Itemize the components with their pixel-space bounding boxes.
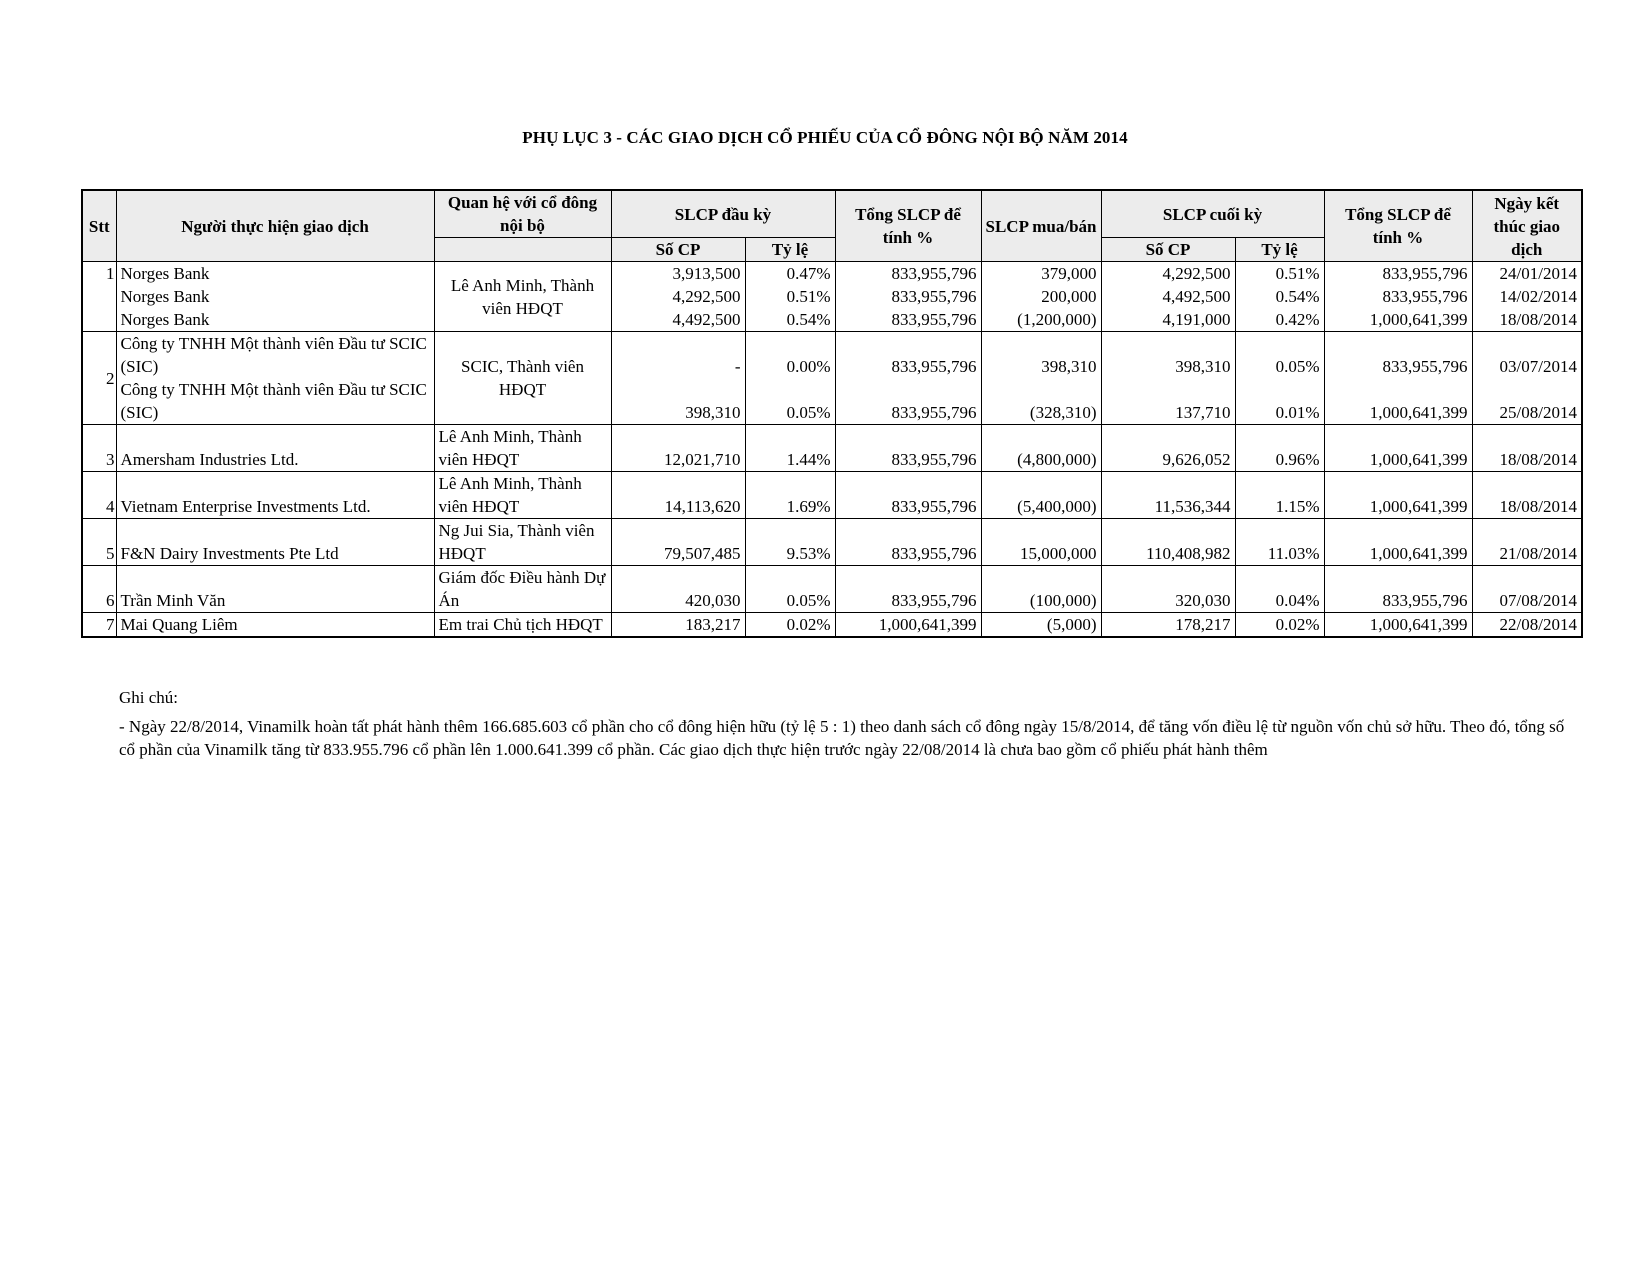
table-row — [82, 566, 1582, 613]
row-trade: (1,200,000) — [981, 308, 1101, 332]
row-close-shares: 9,626,052 — [1101, 425, 1235, 472]
header-open-shares: Số CP — [611, 238, 745, 262]
row-stt: 5 — [82, 519, 116, 566]
notes-section — [119, 686, 1574, 761]
row-name: Trần Minh Văn — [116, 566, 434, 613]
row-close-ratio: 0.42% — [1235, 308, 1324, 332]
header-open: SLCP đầu kỳ — [611, 190, 835, 238]
row-total1: 833,955,796 — [835, 425, 981, 472]
row-date: 14/02/2014 — [1472, 285, 1582, 308]
header-total1: Tổng SLCP để tính % — [835, 190, 981, 262]
row-trade: (4,800,000) — [981, 425, 1101, 472]
row-open-shares: 4,492,500 — [611, 308, 745, 332]
row-close-shares: 4,292,500 — [1101, 262, 1235, 286]
header-stt: Stt — [82, 190, 116, 262]
row-open-ratio: 1.44% — [745, 425, 835, 472]
row-total2: 1,000,641,399 — [1324, 308, 1472, 332]
row-close-ratio: 11.03% — [1235, 519, 1324, 566]
row-open-ratio: 0.54% — [745, 308, 835, 332]
row-total2: 1,000,641,399 — [1324, 425, 1472, 472]
row-open-shares: 14,113,620 — [611, 472, 745, 519]
row-name: Norges Bank — [116, 308, 434, 332]
row-trade: 15,000,000 — [981, 519, 1101, 566]
row-trade: 398,310 — [981, 332, 1101, 379]
row-relation: Lê Anh Minh, Thành viên HĐQT — [434, 472, 611, 519]
header-total2: Tổng SLCP để tính % — [1324, 190, 1472, 262]
row-name: Mai Quang Liêm — [116, 613, 434, 638]
row-open-shares: 3,913,500 — [611, 262, 745, 286]
row-date: 22/08/2014 — [1472, 613, 1582, 638]
row-open-shares: - — [611, 332, 745, 379]
header-open-ratio: Tỷ lệ — [745, 238, 835, 262]
header-person: Người thực hiện giao dịch — [116, 190, 434, 262]
row-total1: 833,955,796 — [835, 566, 981, 613]
table-row — [82, 285, 1582, 308]
row-name: Norges Bank — [116, 285, 434, 308]
row-date: 18/08/2014 — [1472, 308, 1582, 332]
row-total1: 833,955,796 — [835, 262, 981, 286]
table-header — [82, 190, 1582, 262]
row-close-ratio: 0.02% — [1235, 613, 1324, 638]
row-open-shares: 79,507,485 — [611, 519, 745, 566]
row-stt: 3 — [82, 425, 116, 472]
notes-text: - Ngày 22/8/2014, Vinamilk hoàn tất phát hành thêm 166.685.603 cổ phần cho cổ đông hiện hữu (tỷ lệ 5 : 1) theo danh sách cổ đông ngày 15/8/2014, để tăng vốn điều lệ từ nguồn vốn chủ sở hữu. Theo đó, tổng số cổ phần của Vinamilk tăng từ 833.955.796 cổ phần lên 1.000.641.399 cổ phần. Các giao dịch thực hiện trước ngày 22/08/2014 là chưa bao gồm cổ phiếu phát hành thêm — [119, 717, 1565, 759]
row-stt: 7 — [82, 613, 116, 638]
table-row — [82, 332, 1582, 379]
row-trade: 200,000 — [981, 285, 1101, 308]
row-date: 24/01/2014 — [1472, 262, 1582, 286]
row-close-shares: 4,191,000 — [1101, 308, 1235, 332]
table-row — [82, 613, 1582, 638]
row-total2: 833,955,796 — [1324, 285, 1472, 308]
row-relation: SCIC, Thành viên HĐQT — [434, 332, 611, 425]
row-stt: 4 — [82, 472, 116, 519]
row-name: Amersham Industries Ltd. — [116, 425, 434, 472]
row-total2: 833,955,796 — [1324, 262, 1472, 286]
row-open-shares: 12,021,710 — [611, 425, 745, 472]
row-total1: 833,955,796 — [835, 472, 981, 519]
row-date: 18/08/2014 — [1472, 425, 1582, 472]
row-close-shares: 137,710 — [1101, 378, 1235, 425]
row-close-ratio: 0.01% — [1235, 378, 1324, 425]
row-relation: Em trai Chủ tịch HĐQT — [434, 613, 611, 638]
header-relation-blank — [434, 238, 611, 262]
row-trade: (328,310) — [981, 378, 1101, 425]
row-stt: 6 — [82, 566, 116, 613]
header-relation: Quan hệ với cổ đông nội bộ — [434, 190, 611, 238]
row-close-ratio: 1.15% — [1235, 472, 1324, 519]
row-trade: 379,000 — [981, 262, 1101, 286]
row-name: Norges Bank — [116, 262, 434, 286]
header-date: Ngày kết thúc giao dịch — [1472, 190, 1582, 262]
row-trade: (5,400,000) — [981, 472, 1101, 519]
row-trade: (100,000) — [981, 566, 1101, 613]
row-total2: 1,000,641,399 — [1324, 472, 1472, 519]
row-date: 07/08/2014 — [1472, 566, 1582, 613]
page-title: PHỤ LỤC 3 - CÁC GIAO DỊCH CỔ PHIẾU CỦA CỔ ĐÔNG NỘI BỘ NĂM 2014 — [522, 128, 1128, 147]
row-open-ratio: 0.51% — [745, 285, 835, 308]
row-total2: 1,000,641,399 — [1324, 613, 1472, 638]
row-total2: 1,000,641,399 — [1324, 519, 1472, 566]
row-relation: Lê Anh Minh, Thành viên HĐQT — [434, 262, 611, 332]
table-row — [82, 262, 1582, 286]
row-close-ratio: 0.05% — [1235, 332, 1324, 379]
row-stt: 1 — [82, 262, 116, 332]
row-open-shares: 183,217 — [611, 613, 745, 638]
row-open-ratio: 0.05% — [745, 378, 835, 425]
row-open-shares: 420,030 — [611, 566, 745, 613]
row-close-ratio: 0.54% — [1235, 285, 1324, 308]
header-close: SLCP cuối kỳ — [1101, 190, 1324, 238]
row-total2: 1,000,641,399 — [1324, 378, 1472, 425]
table-row — [82, 308, 1582, 332]
row-relation: Giám đốc Điều hành Dự Án — [434, 566, 611, 613]
header-close-ratio: Tỷ lệ — [1235, 238, 1324, 262]
row-close-shares: 4,492,500 — [1101, 285, 1235, 308]
row-open-shares: 398,310 — [611, 378, 745, 425]
table-row — [82, 378, 1582, 425]
row-trade: (5,000) — [981, 613, 1101, 638]
row-close-shares: 398,310 — [1101, 332, 1235, 379]
row-open-ratio: 1.69% — [745, 472, 835, 519]
row-open-ratio: 0.02% — [745, 613, 835, 638]
row-open-ratio: 0.00% — [745, 332, 835, 379]
row-close-shares: 11,536,344 — [1101, 472, 1235, 519]
insider-transactions-table — [81, 189, 1583, 638]
row-name: Công ty TNHH Một thành viên Đầu tư SCIC (SIC) — [116, 378, 434, 425]
row-total1: 833,955,796 — [835, 519, 981, 566]
row-open-ratio: 0.05% — [745, 566, 835, 613]
row-open-ratio: 9.53% — [745, 519, 835, 566]
row-close-ratio: 0.51% — [1235, 262, 1324, 286]
row-date: 25/08/2014 — [1472, 378, 1582, 425]
row-close-shares: 320,030 — [1101, 566, 1235, 613]
row-date: 03/07/2014 — [1472, 332, 1582, 379]
header-close-shares: Số CP — [1101, 238, 1235, 262]
row-total2: 833,955,796 — [1324, 332, 1472, 379]
row-date: 21/08/2014 — [1472, 519, 1582, 566]
row-total1: 833,955,796 — [835, 308, 981, 332]
row-close-ratio: 0.04% — [1235, 566, 1324, 613]
table-row — [82, 519, 1582, 566]
row-open-shares: 4,292,500 — [611, 285, 745, 308]
row-total1: 833,955,796 — [835, 285, 981, 308]
row-open-ratio: 0.47% — [745, 262, 835, 286]
row-relation: Lê Anh Minh, Thành viên HĐQT — [434, 425, 611, 472]
table-row — [82, 472, 1582, 519]
row-total1: 833,955,796 — [835, 378, 981, 425]
row-total1: 1,000,641,399 — [835, 613, 981, 638]
row-name: Vietnam Enterprise Investments Ltd. — [116, 472, 434, 519]
table-row — [82, 425, 1582, 472]
row-stt: 2 — [82, 332, 116, 425]
row-close-ratio: 0.96% — [1235, 425, 1324, 472]
row-close-shares: 110,408,982 — [1101, 519, 1235, 566]
row-relation: Ng Jui Sia, Thành viên HĐQT — [434, 519, 611, 566]
row-close-shares: 178,217 — [1101, 613, 1235, 638]
row-total1: 833,955,796 — [835, 332, 981, 379]
row-name: F&N Dairy Investments Pte Ltd — [116, 519, 434, 566]
row-name: Công ty TNHH Một thành viên Đầu tư SCIC (SIC) — [116, 332, 434, 379]
table-body — [82, 262, 1582, 638]
row-total2: 833,955,796 — [1324, 566, 1472, 613]
row-date: 18/08/2014 — [1472, 472, 1582, 519]
notes-label: Ghi chú: — [119, 688, 179, 707]
header-trade: SLCP mua/bán — [981, 190, 1101, 262]
